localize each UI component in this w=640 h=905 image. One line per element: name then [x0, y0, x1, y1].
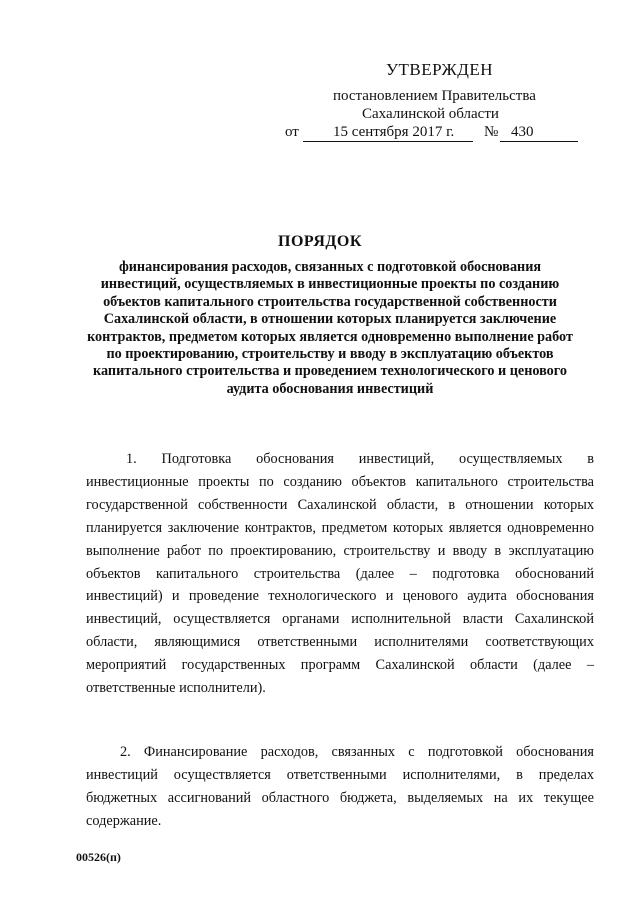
paragraph-2: 2. Финансирование расходов, связанных с подготовкой обоснования инвестиций осуществляется ответственными исполнителями, в пределах бюджетных ассигнований областного бюджета, выделяемых на их текущее содержание. [86, 744, 594, 829]
paragraph-1: 1. Подготовка обоснования инвестиций, осуществляемых в инвестиционные проекты по созданию объектов капитального строительства государственной собственности Сахалинской области, в отношении которых планируется заключение контрактов, предметом которых является одновременно выполнение работ по проектированию, строительству и вводу в эксплуатацию объектов капитального строительства (далее – подготовка обоснований инвестиций) и проведение технологического и ценового аудита обоснования инвестиций, осуществляется органами исполнительной власти Сахалинской области, являющимися ответственными исполнителями соответствующих мероприятий государственных программ Сахалинской области (далее – ответственные исполнители). [86, 451, 594, 697]
approval-line-1: постановлением Правительства [333, 88, 536, 104]
approval-number-label: № [484, 124, 499, 140]
approval-number: 430 [511, 124, 534, 140]
document-code: 00526(п) [76, 850, 121, 864]
approval-line-2: Сахалинской области [362, 106, 499, 122]
approval-block [0, 0, 640, 150]
approval-title: УТВЕРЖДЕН [386, 60, 493, 79]
document-title: ПОРЯДОК [278, 233, 362, 250]
date-underline [303, 141, 473, 142]
approval-from-label: от [285, 124, 299, 140]
approval-date: 15 сентября 2017 г. [333, 124, 455, 140]
document-subtitle: финансирования расходов, связанных с подготовкой обоснования инвестиций, осуществляемых в инвестиционные проекты по созданию объектов капитального строительства государственной собственности Сахалинской области, в отношении которых планируется заключение контрактов, предметом которых является одновременно выполнение работ по проектированию, строительству и вводу в эксплуатацию объектов капитального строительства и проведением технологического и ценового аудита обоснования инвестиций [87, 259, 573, 397]
number-underline [500, 141, 578, 142]
